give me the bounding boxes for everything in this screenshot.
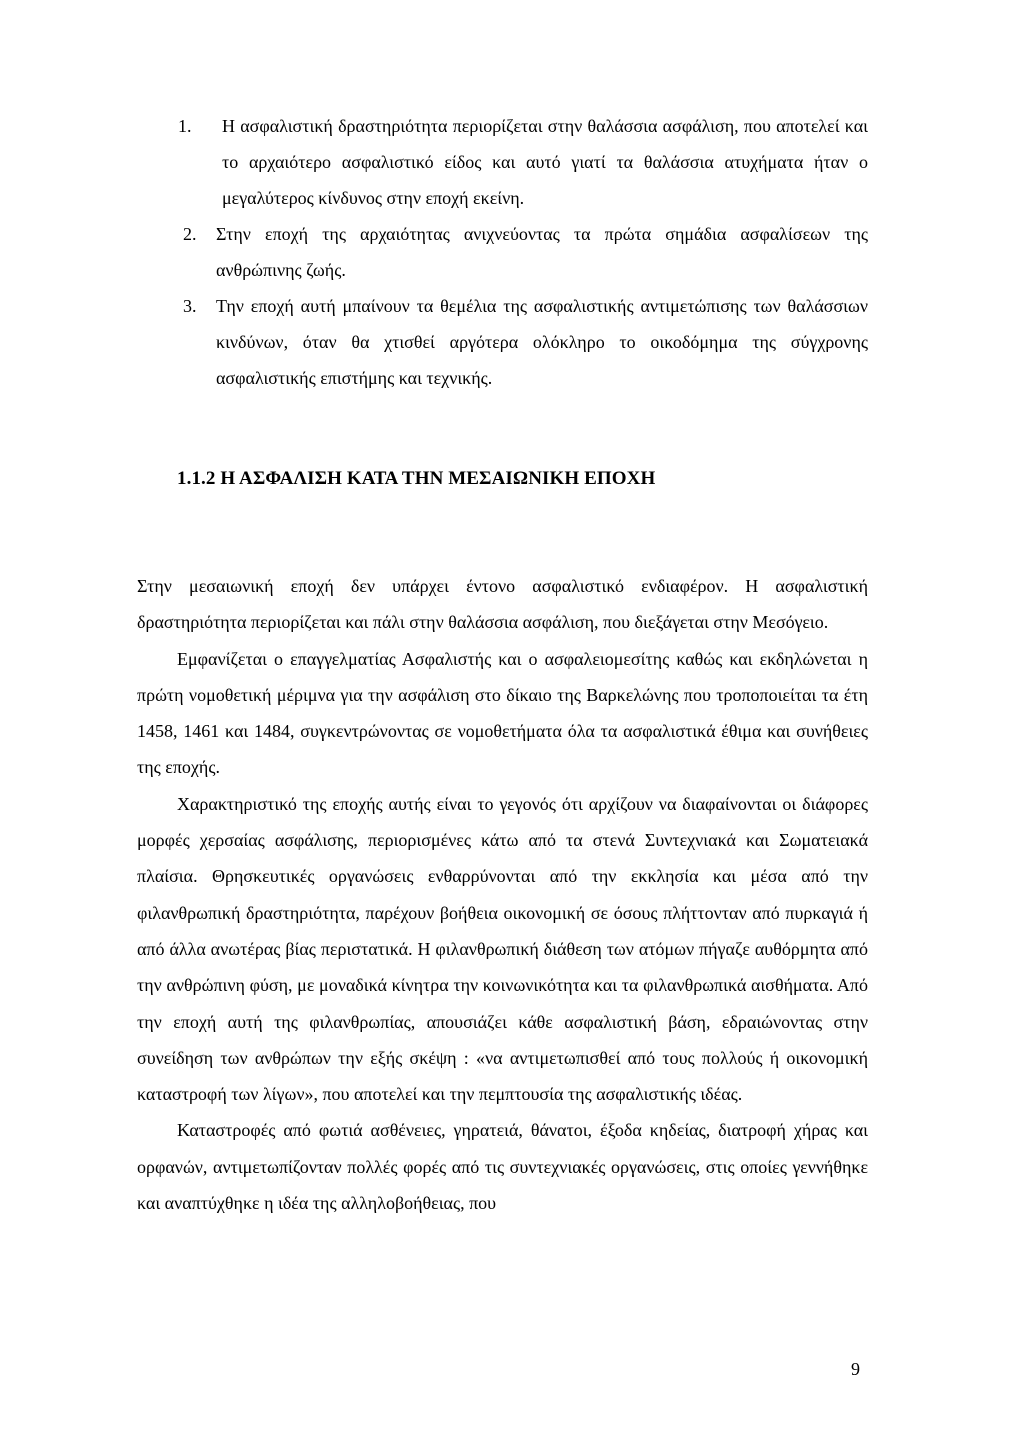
list-item-text: Η ασφαλιστική δραστηριότητα περιορίζεται στην θαλάσσια ασφάλιση, που αποτελεί και το αρχαιότερο ασφαλιστικό είδος και αυτό γιατί τα θαλάσσια ατυχήματα ήταν ο μεγαλύτερος κίνδυνος στην εποχή εκείνη. xyxy=(222,116,868,208)
list-item xyxy=(174,108,868,216)
list-item-number: 1. xyxy=(178,116,192,136)
paragraph: Χαρακτηριστικό της εποχής αυτής είναι το γεγονός ότι αρχίζουν να διαφαίνονται οι διάφορες μορφές χερσαίας ασφάλισης, περιορισμένες κάτω από τα στενά Συντεχνιακά και Σωματειακά πλαίσια. Θρησκευτικές οργανώσεις ενθαρρύνονται από την εκκλησία και μέσα από την φιλανθρωπική δραστηριότητα, παρέχουν βοήθεια οικονομική σε όσους πλήττονταν από πυρκαγιά ή από άλλα ανωτέρας βίας περιστατικά. Η φιλανθρωπική διάθεση των ατόμων πήγαζε αυθόρμητα από την ανθρώπινη φύση, με μοναδικά κίνητρα την κοινωνικότητα και τα φιλανθρωπικά αισθήματα. Από την εποχή αυτή της φιλανθρωπίας, απουσιάζει κάθε ασφαλιστική βάση, εδραιώνοντας στην συνείδηση των ανθρώπων την εξής σκέψη : «να αντιμετωπισθεί από τους πολλούς ή οικονομική καταστροφή των λίγων», που αποτελεί και την πεμπτουσία της ασφαλιστικής ιδέας. xyxy=(137,793,868,1105)
section-heading: 1.1.2 Η ΑΣΦΑΛΙΣΗ ΚΑΤΑ ΤΗΝ ΜΕΣΑΙΩΝΙΚΗ ΕΠΟΧΗ xyxy=(177,468,656,489)
paragraph: Στην μεσαιωνική εποχή δεν υπάρχει έντονο ασφαλιστικό ενδιαφέρον. Η ασφαλιστική δραστηριότητα περιορίζεται και πάλι στην θαλάσσια ασφάλιση, που διεξάγεται στην Μεσόγειο. xyxy=(137,576,868,633)
list-item-text: Στην εποχή της αρχαιότητας ανιχνεύοντας τα πρώτα σημάδια ασφαλίσεων της ανθρώπινης ζωής. xyxy=(216,224,868,280)
list-item-text: Την εποχή αυτή μπαίνουν τα θεμέλια της ασφαλιστικής αντιμετώπισης των θαλάσσιων κινδύνων, όταν θα χτισθεί αργότερα ολόκληρο το οικοδόμημα της σύγχρονης ασφαλιστικής επιστήμης και τεχνικής. xyxy=(216,296,868,388)
numbered-list xyxy=(174,108,868,396)
paragraph: Εμφανίζεται ο επαγγελματίας Ασφαλιστής και ο ασφαλειομεσίτης καθώς και εκδηλώνεται η πρώτη νομοθετική μέριμνα για την ασφάλιση στο δίκαιο της Βαρκελώνης που τροποποιείται τα έτη 1458, 1461 και 1484, συγκεντρώνοντας σε νομοθετήματα όλα τα ασφαλιστικά έθιμα και συνήθειες της εποχής. xyxy=(137,648,868,778)
list-item-number: 2. xyxy=(183,224,197,244)
list-item xyxy=(174,288,868,396)
body-text xyxy=(137,568,868,1221)
list-item-number: 3. xyxy=(183,296,197,316)
page-number: 9 xyxy=(851,1359,860,1379)
paragraph: Καταστροφές από φωτιά ασθένειες, γηρατειά, θάνατοι, έξοδα κηδείας, διατροφή χήρας και ορφανών, αντιμετωπίζονταν πολλές φορές από τις συντεχνιακές οργανώσεις, στις οποίες γεννήθηκε και αναπτύχθηκε η ιδέα της αλληλοβοήθειας, που xyxy=(137,1120,868,1214)
list-item xyxy=(174,216,868,288)
